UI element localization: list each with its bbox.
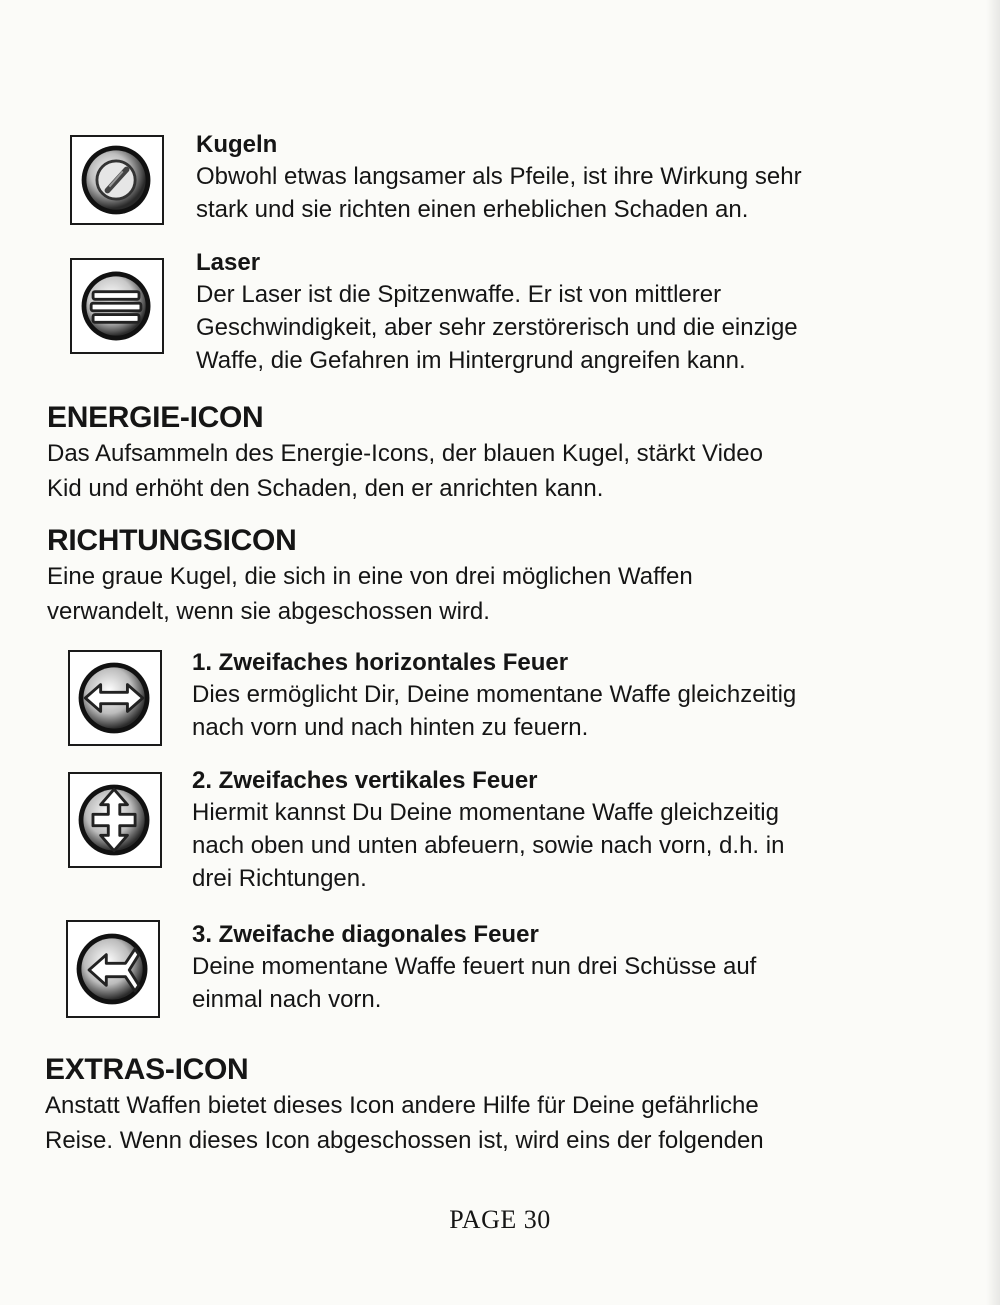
sphere-icon	[70, 135, 164, 225]
text-line: Dies ermöglicht Dir, Deine momentane Waffe gleichzeitig	[192, 681, 797, 708]
text-line: Waffe, die Gefahren im Hintergrund angreifen kann.	[196, 347, 746, 374]
weapon-title-kugeln: Kugeln	[196, 131, 278, 158]
fire-mode-title-diagonal: 3. Zweifache diagonales Feuer	[192, 921, 539, 948]
text-line: Geschwindigkeit, aber sehr zerstörerisch und die einzige	[196, 314, 798, 341]
text-line: Hiermit kannst Du Deine momentane Waffe gleichzeitig	[192, 799, 779, 826]
text-line: nach oben und unten abfeuern, sowie nach vorn, d.h. in	[192, 832, 785, 859]
text-line: Reise. Wenn dieses Icon abgeschossen ist, wird eins der folgenden	[45, 1127, 764, 1154]
fire-mode-title-vertical: 2. Zweifaches vertikales Feuer	[192, 767, 538, 794]
text-line: Deine momentane Waffe feuert nun drei Schüsse auf	[192, 953, 757, 980]
text-line: stark und sie richten einen erheblichen Schaden an.	[196, 196, 749, 223]
section-extras-icon	[45, 1052, 945, 1158]
text-line: einmal nach vorn.	[192, 986, 382, 1013]
page-edge-shadow	[986, 0, 1000, 1305]
section-energie-icon	[47, 400, 947, 506]
laser-orb-icon	[70, 258, 164, 354]
text-line: verwandelt, wenn sie abgeschossen wird.	[47, 598, 490, 625]
section-heading: RICHTUNGSICON	[47, 524, 297, 557]
horizontal-arrows-icon	[68, 650, 162, 746]
text-line: Eine graue Kugel, die sich in eine von drei möglichen Waffen	[47, 563, 693, 590]
page-number: PAGE 30	[449, 1205, 551, 1234]
section-heading: ENERGIE-ICON	[47, 401, 264, 434]
text-line: drei Richtungen.	[192, 865, 367, 892]
section-richtungsicon	[47, 523, 947, 629]
text-line: nach vorn und nach hinten zu feuern.	[192, 714, 589, 741]
diagonal-arrows-icon	[66, 920, 160, 1018]
text-line: Das Aufsammeln des Energie-Icons, der blauen Kugel, stärkt Video	[47, 440, 763, 467]
section-heading: EXTRAS-ICON	[45, 1053, 249, 1086]
text-line: Obwohl etwas langsamer als Pfeile, ist ihre Wirkung sehr	[196, 163, 802, 190]
text-line: Kid und erhöht den Schaden, den er anrichten kann.	[47, 475, 604, 502]
fire-mode-title-horizontal: 1. Zweifaches horizontales Feuer	[192, 649, 569, 676]
text-line: Anstatt Waffen bietet dieses Icon andere Hilfe für Deine gefährliche	[45, 1092, 759, 1119]
vertical-arrows-icon	[68, 772, 162, 868]
weapon-title-laser: Laser	[196, 249, 261, 276]
text-line: Der Laser ist die Spitzenwaffe. Er ist von mittlerer	[196, 281, 722, 308]
